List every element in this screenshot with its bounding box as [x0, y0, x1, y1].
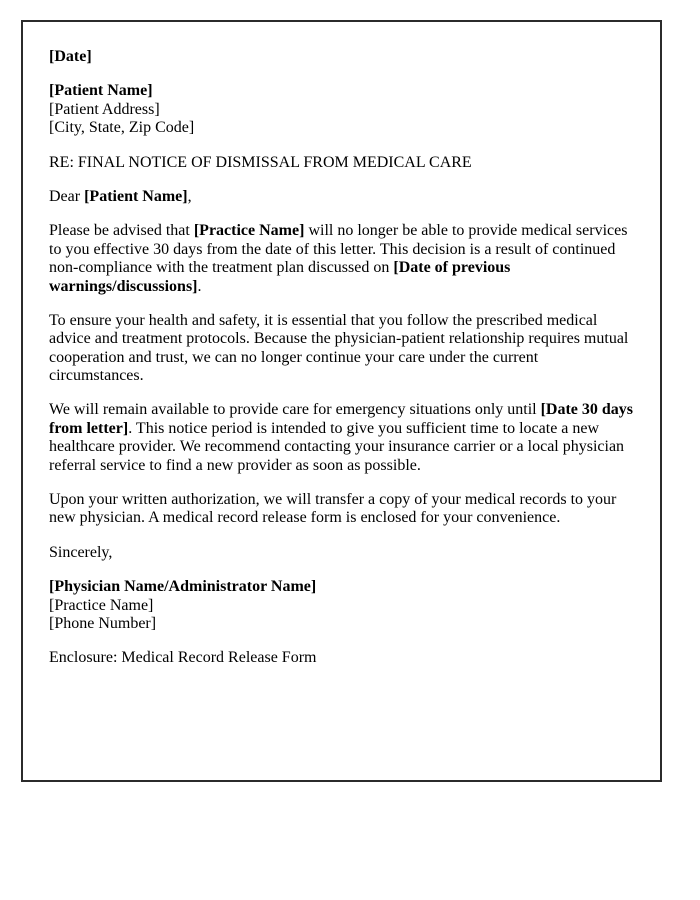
- salutation-comma: ,: [187, 187, 192, 205]
- text-segment: . This notice period is intended to give you sufficient time to locate a new healthcare provider. We recommend contacting your insurance carrier or a local physician referral service to find a new provider as soon as possible.: [49, 419, 625, 474]
- date-line: [49, 48, 634, 66]
- text-segment: Upon your written authorization, we will transfer a copy of your medical records to your new physician. A medical record release form is enclosed for your convenience.: [49, 491, 617, 527]
- recipient-city-state-zip-placeholder: [City, State, Zip Code]: [49, 119, 195, 137]
- body-paragraph-1: [49, 222, 634, 296]
- text-segment: .: [197, 277, 202, 295]
- salutation-text: Dear: [49, 187, 85, 205]
- body-paragraph-2: [49, 312, 634, 386]
- closing-line: Sincerely,: [49, 543, 113, 561]
- signature-phone-placeholder: [Phone Number]: [49, 614, 157, 632]
- patient-name-placeholder: [Patient Name]: [84, 187, 188, 205]
- signature-practice-placeholder: [Practice Name]: [49, 596, 154, 614]
- text-segment: Please be advised that: [49, 222, 194, 240]
- date-placeholder: [Date]: [49, 48, 92, 65]
- text-segment: To ensure your health and safety, it is essential that you follow the prescribed medical advice and treatment protocols. Because the physician-patient relationship requires mutual cooperation and trust, we can no longer continue your care under the current circumstances.: [49, 311, 629, 385]
- previous-warnings-date-placeholder: [Date of previous warnings/discussions]: [49, 259, 511, 295]
- recipient-name-placeholder: [Patient Name]: [49, 82, 153, 100]
- text-segment: We will remain available to provide care for emergency situations only until: [49, 401, 541, 419]
- salutation: [49, 188, 634, 206]
- text-segment: will no longer be able to provide medical services to you effective 30 days from the date of this letter. This decision is a result of continued non-compliance with the treatment plan discussed on: [49, 222, 628, 277]
- notice-end-date-placeholder: [Date 30 days from letter]: [49, 401, 634, 437]
- body-paragraph-4: [49, 491, 634, 528]
- recipient-address-placeholder: [Patient Address]: [49, 100, 160, 118]
- letter-page: [21, 20, 662, 782]
- subject-line: RE: FINAL NOTICE OF DISMISSAL FROM MEDICAL CARE: [49, 153, 472, 171]
- signature-block: [49, 578, 634, 633]
- practice-name-placeholder: [Practice Name]: [193, 222, 305, 240]
- body-paragraph-3: [49, 401, 634, 475]
- enclosure-line: Enclosure: Medical Record Release Form: [49, 649, 317, 667]
- signature-name-placeholder: [Physician Name/Administrator Name]: [49, 578, 317, 596]
- recipient-block: [49, 82, 634, 137]
